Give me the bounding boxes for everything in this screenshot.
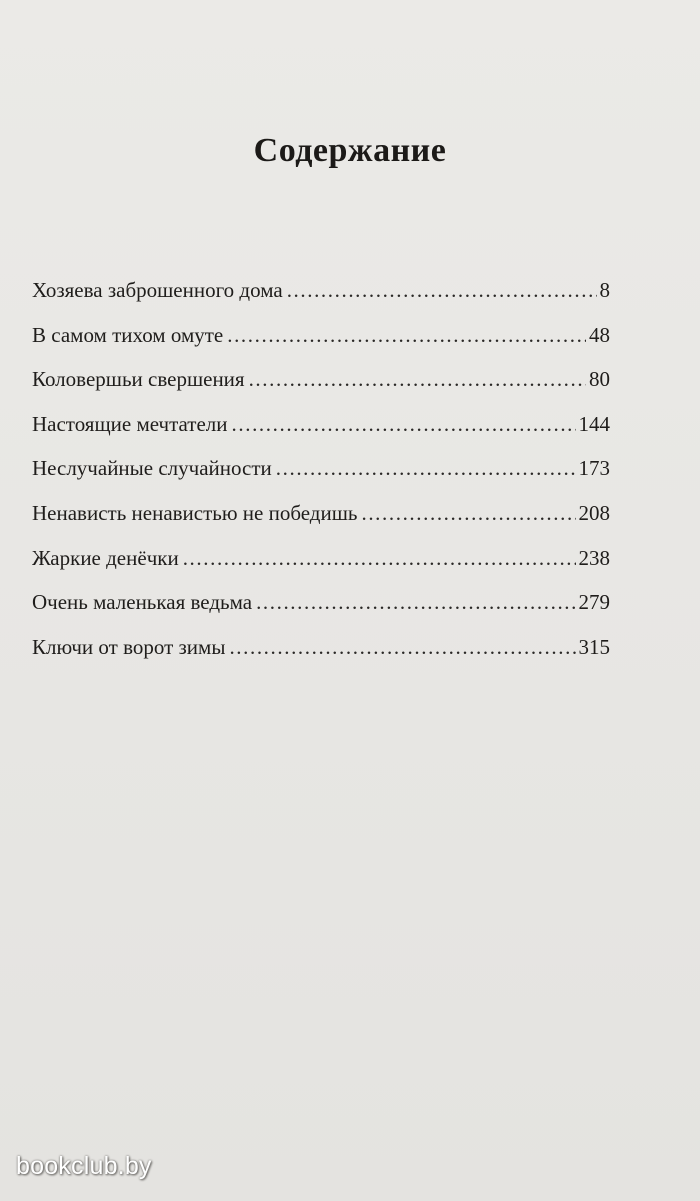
- toc-item-page: 279: [578, 590, 610, 615]
- toc-dot-leader: [256, 580, 575, 625]
- toc-item-page: 48: [589, 322, 610, 347]
- toc-item-page: 8: [599, 278, 610, 302]
- toc-item-title: Коловершьи свершения: [32, 367, 245, 392]
- toc-item: [32, 536, 610, 581]
- toc-item-page: 80: [589, 367, 610, 392]
- toc-dot-leader: [227, 313, 586, 358]
- table-of-contents: [32, 268, 610, 669]
- toc-item-title: Неслучайные случайности: [32, 456, 272, 481]
- toc-item-page: 208: [578, 500, 610, 525]
- toc-item: [32, 402, 610, 447]
- toc-item-page: 238: [578, 545, 610, 570]
- toc-dot-leader: [232, 402, 576, 447]
- toc-item-title: Ключи от ворот зимы: [32, 634, 226, 659]
- toc-dot-leader: [287, 268, 597, 313]
- toc-dot-leader: [229, 625, 575, 670]
- toc-item-title: Настоящие мечтатели: [32, 411, 228, 436]
- toc-item-title: Очень маленькая ведьма: [32, 590, 253, 615]
- toc-item: [32, 268, 610, 313]
- toc-item: [32, 313, 610, 358]
- toc-item-page: 173: [578, 456, 610, 481]
- toc-item-page: 144: [578, 411, 610, 436]
- toc-dot-leader: [361, 491, 575, 536]
- toc-item-title: Хозяева заброшенного дома: [32, 278, 283, 302]
- page-title: Содержание: [253, 132, 447, 169]
- toc-item-title: В самом тихом омуте: [32, 322, 224, 347]
- toc-dot-leader: [249, 357, 586, 402]
- toc-dot-leader: [276, 446, 576, 491]
- toc-item: [32, 446, 610, 491]
- toc-item: [32, 491, 610, 536]
- toc-dot-leader: [183, 536, 576, 581]
- watermark-text: bookclub.by: [16, 1152, 152, 1180]
- toc-item-title: Жаркие денёчки: [32, 545, 179, 570]
- toc-item-title: Ненависть ненавистью не победишь: [32, 500, 358, 525]
- toc-item: [32, 625, 610, 670]
- toc-item-page: 315: [578, 634, 610, 659]
- toc-item: [32, 580, 610, 625]
- toc-item: [32, 357, 610, 402]
